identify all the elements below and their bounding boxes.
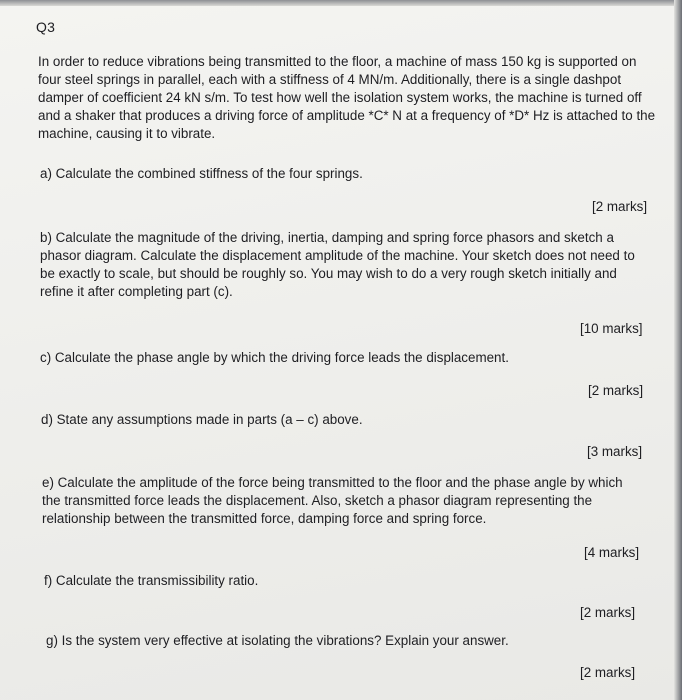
part-b-text: b) Calculate the magnitude of the driving, inertia, damping and spring force phasors and sketch a phasor diagram. Calculate the displacement amplitude of the machine. Your sketch does not need to be exactly to scale, but should be roughly so. You may wish to do a very rough sketch initially and refine it after completing part (c). (40, 230, 635, 299)
part-e-marks: [4 marks] (584, 545, 640, 560)
part-d-marks: [3 marks] (587, 444, 643, 459)
part-a-text: a) Calculate the combined stiffness of the four springs. (40, 166, 363, 181)
question-intro: In order to reduce vibrations being transmitted to the floor, a machine of mass 150 kg is supported on four steel springs in parallel, each with a stiffness of 4 MN/m. Additionally, there is a single dashpot damper of coefficient 24 kN s/m. To test how well the isolation system works, the machine is turned off and a shaker that produces a driving force of amplitude *C* N at a frequency of *D* Hz is attached to the machine, causing it to vibrate. (38, 54, 656, 141)
paper-top-edge-shadow (0, 0, 682, 6)
question-number: Q3 (36, 19, 56, 35)
part-g-text: g) Is the system very effective at isolating the vibrations? Explain your answer. (46, 633, 509, 648)
paper-right-edge-shadow (674, 0, 682, 700)
part-f-marks: [2 marks] (580, 605, 636, 620)
part-a-marks: [2 marks] (592, 199, 648, 214)
part-f-text: f) Calculate the transmissibility ratio. (44, 573, 259, 588)
part-c-marks: [2 marks] (588, 383, 644, 398)
part-e-text: e) Calculate the amplitude of the force being transmitted to the floor and the phase angle by which the transmitted force leads the displacement. Also, sketch a phasor diagram representing the relationship between the transmitted force, damping force and spring force. (42, 475, 623, 526)
part-d-text: d) State any assumptions made in parts (a – c) above. (41, 412, 363, 427)
part-c-text: c) Calculate the phase angle by which the driving force leads the displacement. (40, 350, 509, 365)
part-g-marks: [2 marks] (580, 665, 636, 680)
part-b-marks: [10 marks] (580, 321, 643, 336)
